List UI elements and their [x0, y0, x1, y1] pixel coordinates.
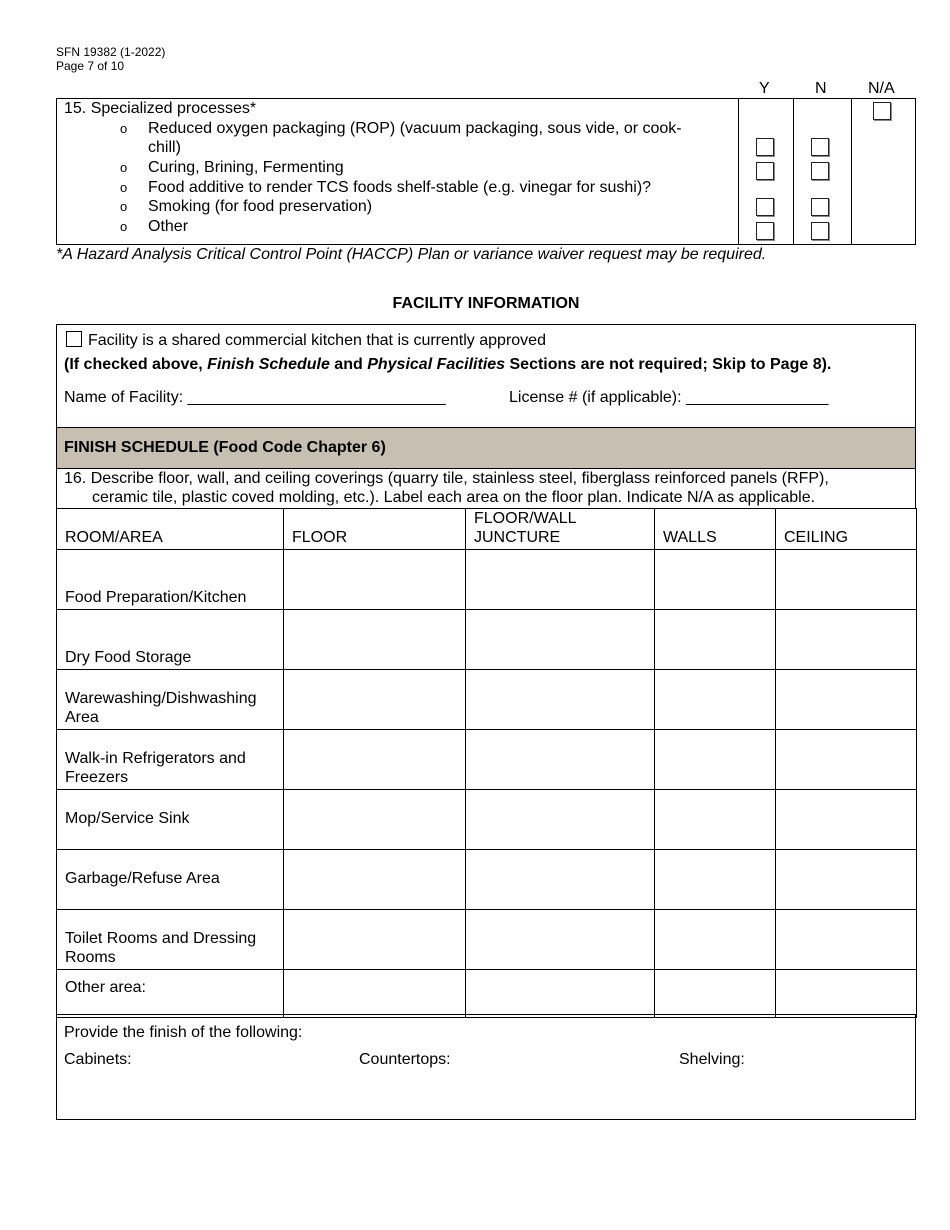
room-label: Warewashing/Dishwashing Area [57, 670, 284, 730]
walls-cell[interactable] [655, 610, 776, 670]
finish-schedule-title: FINISH SCHEDULE (Food Code Chapter 6) [64, 439, 386, 456]
col-floor-wall-juncture: FLOOR/WALL JUNCTURE [466, 509, 655, 550]
divider [851, 98, 852, 245]
curing-no-checkbox[interactable] [811, 162, 829, 180]
juncture-cell[interactable] [466, 730, 655, 790]
room-label: Mop/Service Sink [57, 790, 284, 850]
column-y: Y [759, 80, 770, 97]
rop-no-checkbox[interactable] [811, 138, 829, 156]
bullet: o [120, 121, 128, 136]
table-row [57, 790, 917, 850]
license-number-field[interactable]: License # (if applicable): ________________ [509, 389, 829, 406]
walls-cell[interactable] [655, 850, 776, 910]
countertops-field[interactable]: Countertops: [359, 1051, 451, 1068]
page-number: Page 7 of 10 [56, 59, 125, 73]
floor-cell[interactable] [284, 730, 466, 790]
finish-schedule-table [56, 508, 917, 1018]
cabinets-field[interactable]: Cabinets: [64, 1051, 132, 1068]
shared-kitchen-label: Facility is a shared commercial kitchen that is currently approved [88, 332, 546, 349]
table-header-row [57, 509, 917, 550]
col-floor: FLOOR [284, 509, 466, 550]
table-row [57, 730, 917, 790]
juncture-cell[interactable] [466, 550, 655, 610]
list-item: Curing, Brining, Fermenting [148, 159, 344, 176]
juncture-cell[interactable] [466, 610, 655, 670]
floor-cell[interactable] [284, 790, 466, 850]
ceiling-cell[interactable] [776, 550, 917, 610]
bullet: o [120, 160, 128, 175]
divider [793, 98, 794, 245]
floor-cell[interactable] [284, 970, 466, 1018]
walls-cell[interactable] [655, 910, 776, 970]
ceiling-cell[interactable] [776, 850, 917, 910]
na-checkbox[interactable] [873, 102, 891, 120]
smoking-yes-checkbox[interactable] [756, 198, 774, 216]
form-number: SFN 19382 (1-2022) [56, 45, 166, 59]
other-no-checkbox[interactable] [811, 222, 829, 240]
walls-cell[interactable] [655, 970, 776, 1018]
other-yes-checkbox[interactable] [756, 222, 774, 240]
juncture-cell[interactable] [466, 850, 655, 910]
bullet: o [120, 219, 128, 234]
divider [738, 98, 739, 245]
ceiling-cell[interactable] [776, 970, 917, 1018]
floor-cell[interactable] [284, 850, 466, 910]
shared-kitchen-checkbox[interactable] [66, 331, 82, 347]
juncture-cell[interactable] [466, 970, 655, 1018]
list-item: Food additive to render TCS foods shelf-stable (e.g. vinegar for sushi)? [148, 179, 652, 196]
walls-cell[interactable] [655, 550, 776, 610]
table-row [57, 970, 917, 1018]
finishes-prompt: Provide the finish of the following: [64, 1024, 303, 1041]
floor-cell[interactable] [284, 610, 466, 670]
room-label: Dry Food Storage [57, 610, 284, 670]
room-label: Other area: [57, 970, 284, 1018]
floor-cell[interactable] [284, 670, 466, 730]
column-na: N/A [868, 80, 895, 97]
column-n: N [815, 80, 827, 97]
skip-note: (If checked above, Finish Schedule and Physical Facilities Sections are not required; Skip to Page 8). [64, 356, 832, 373]
juncture-cell[interactable] [466, 790, 655, 850]
bullet: o [120, 199, 128, 214]
list-item: Other [148, 218, 189, 235]
haccp-footnote: *A Hazard Analysis Critical Control Point (HACCP) Plan or variance waiver request may be required. [56, 246, 767, 263]
ceiling-cell[interactable] [776, 730, 917, 790]
col-walls: WALLS [655, 509, 776, 550]
table-row [57, 910, 917, 970]
ceiling-cell[interactable] [776, 670, 917, 730]
shelving-field[interactable]: Shelving: [679, 1051, 745, 1068]
col-ceiling: CEILING [776, 509, 917, 550]
table-row [57, 550, 917, 610]
section15-title: 15. Specialized processes* [64, 100, 257, 117]
smoking-no-checkbox[interactable] [811, 198, 829, 216]
walls-cell[interactable] [655, 790, 776, 850]
table-row [57, 850, 917, 910]
room-label: Walk-in Refrigerators and Freezers [57, 730, 284, 790]
floor-cell[interactable] [284, 910, 466, 970]
room-label: Garbage/Refuse Area [57, 850, 284, 910]
facility-heading: FACILITY INFORMATION [392, 295, 580, 312]
instructions-line2: ceramic tile, plastic coved molding, etc.). Label each area on the floor plan. Indicate N/A as applicable. [92, 489, 816, 506]
bullet: o [120, 180, 128, 195]
ceiling-cell[interactable] [776, 610, 917, 670]
juncture-cell[interactable] [466, 670, 655, 730]
floor-cell[interactable] [284, 550, 466, 610]
ceiling-cell[interactable] [776, 910, 917, 970]
list-item: Smoking (for food preservation) [148, 198, 373, 215]
walls-cell[interactable] [655, 670, 776, 730]
instructions-line1: 16. Describe floor, wall, and ceiling coverings (quarry tile, stainless steel, fiberglass reinforced panels (RFP), [64, 470, 829, 487]
table-row [57, 610, 917, 670]
curing-yes-checkbox[interactable] [756, 162, 774, 180]
ceiling-cell[interactable] [776, 790, 917, 850]
room-label: Toilet Rooms and Dressing Rooms [57, 910, 284, 970]
col-room-area: ROOM/AREA [57, 509, 284, 550]
juncture-cell[interactable] [466, 910, 655, 970]
room-label: Food Preparation/Kitchen [57, 550, 284, 610]
walls-cell[interactable] [655, 730, 776, 790]
list-item: Reduced oxygen packaging (ROP) (vacuum packaging, sous vide, or cook- [148, 120, 682, 137]
table-row [57, 670, 917, 730]
list-item: chill) [148, 139, 181, 156]
rop-yes-checkbox[interactable] [756, 138, 774, 156]
facility-name-field[interactable]: Name of Facility: _____________________________ [64, 389, 446, 406]
